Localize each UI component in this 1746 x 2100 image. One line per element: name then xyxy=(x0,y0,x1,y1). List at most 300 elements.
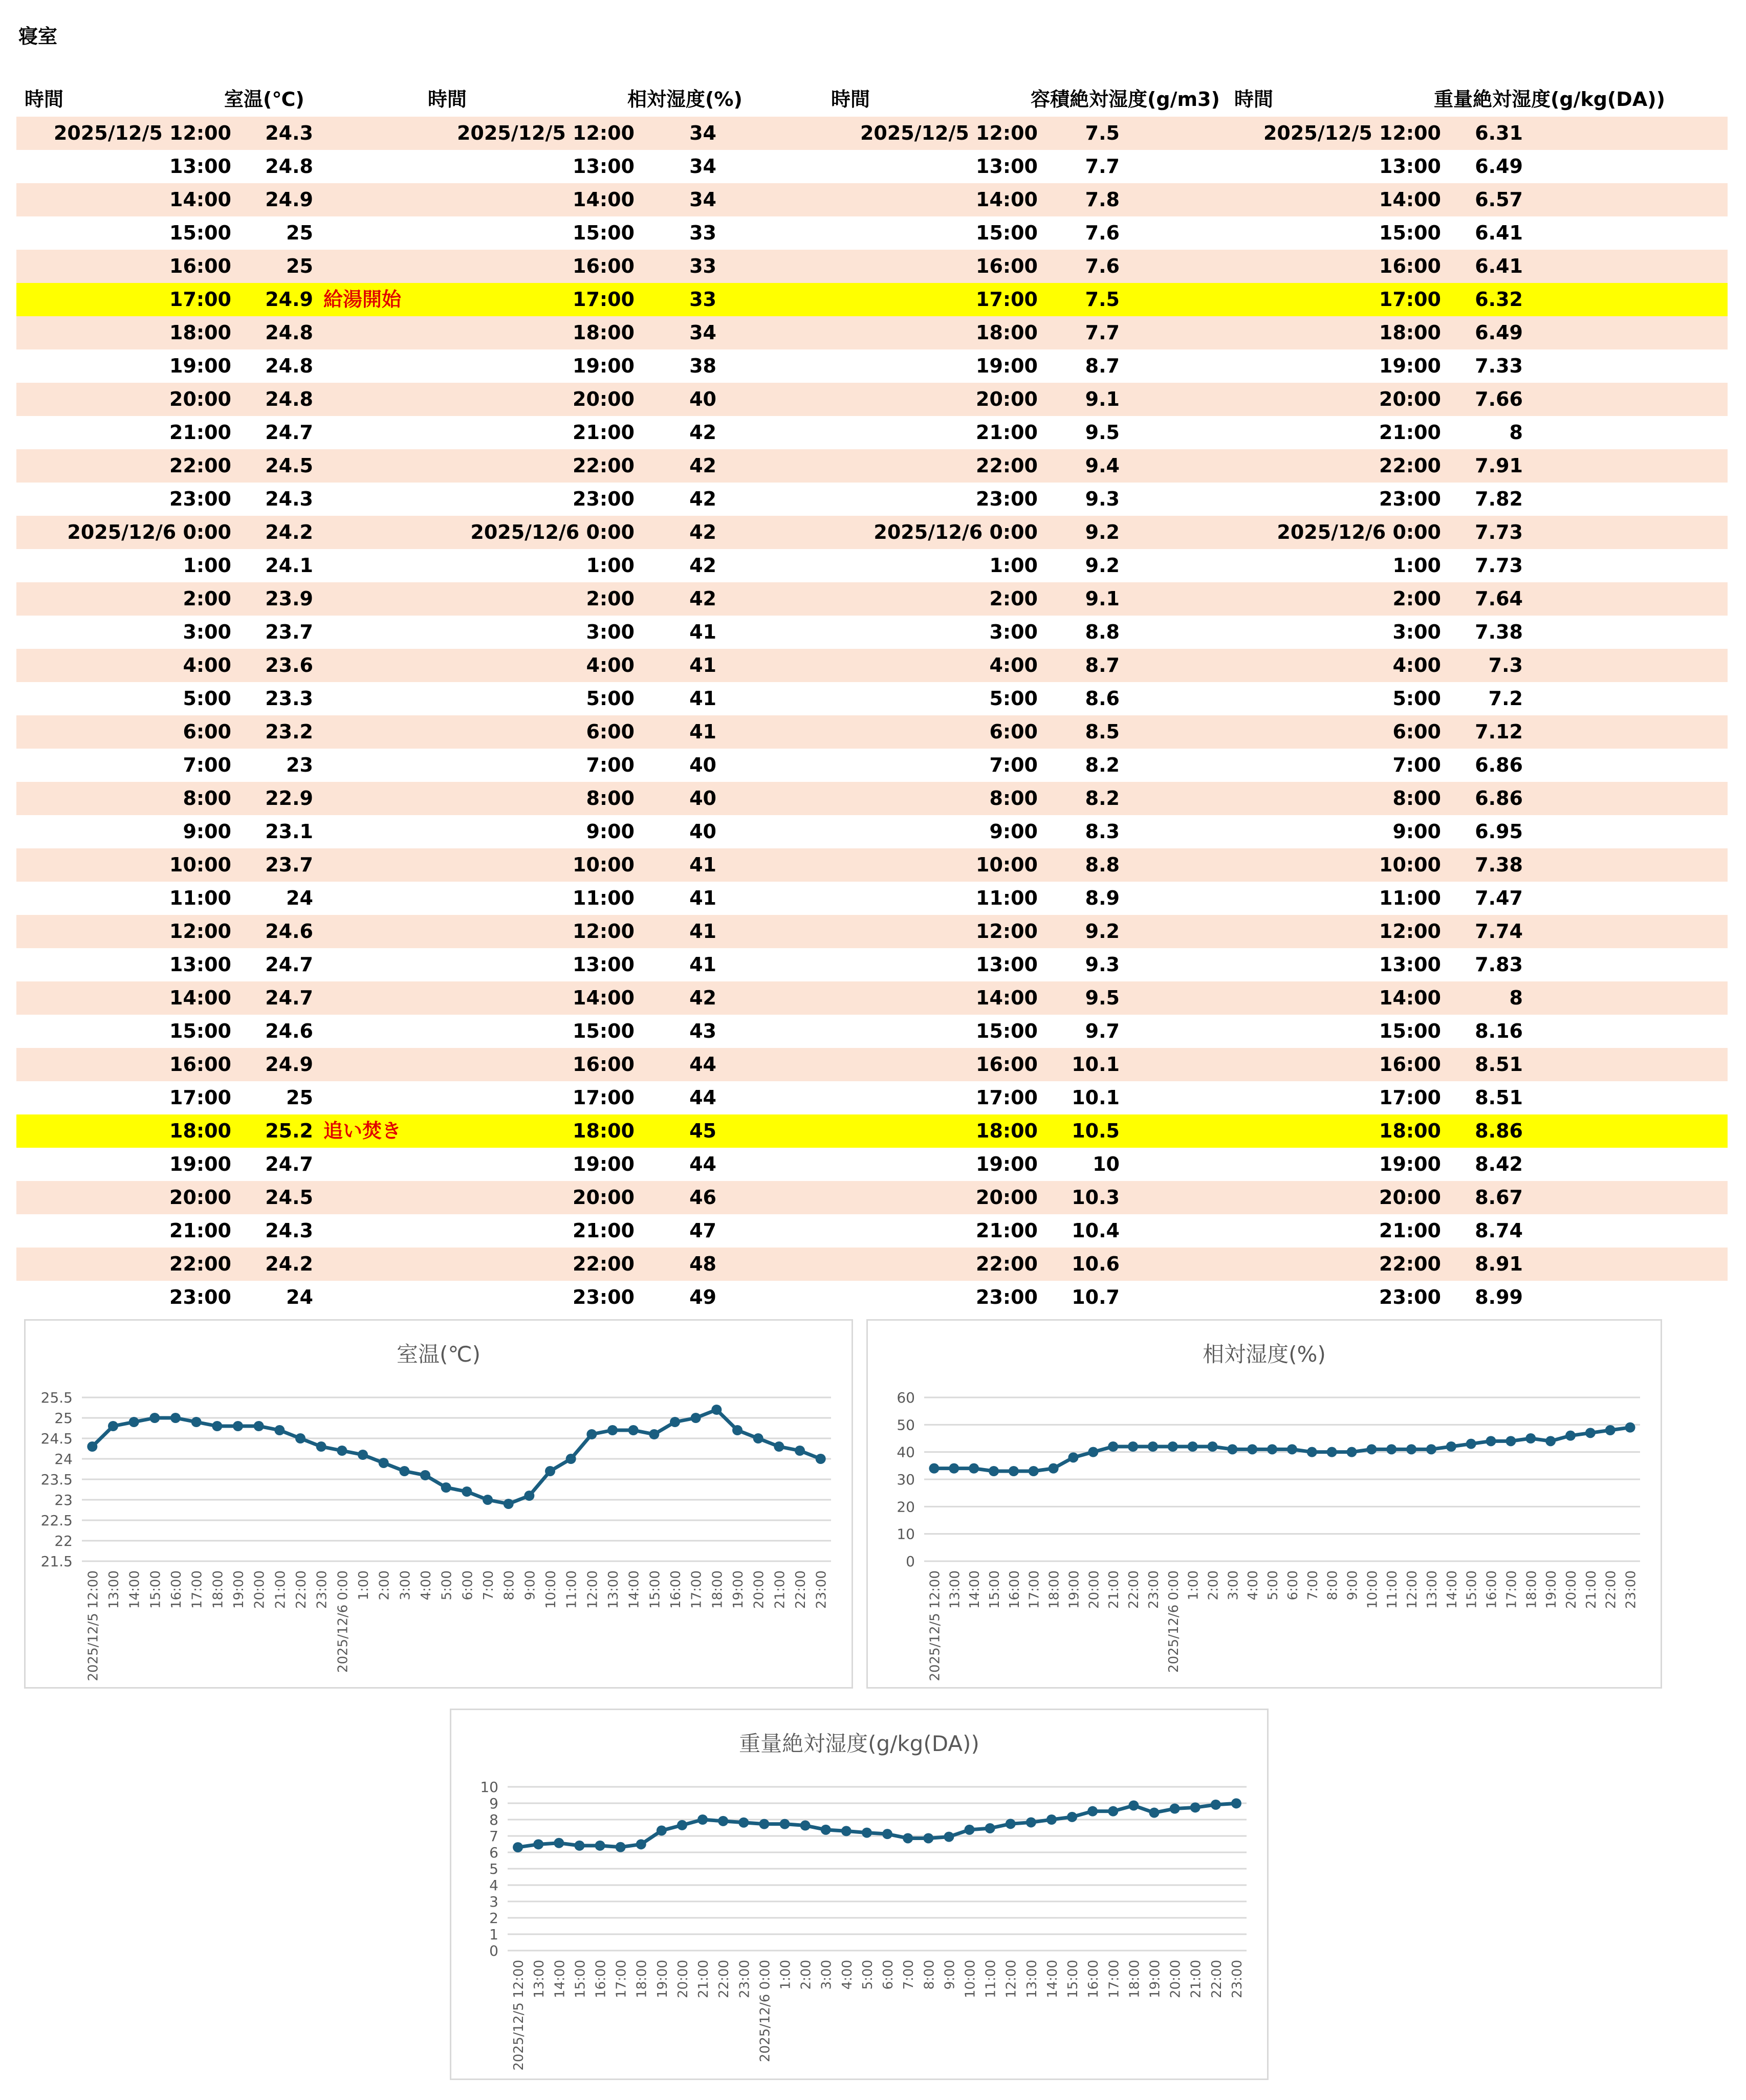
data-point xyxy=(923,1833,933,1843)
time-cell: 8:00 xyxy=(183,787,231,810)
time-cell: 23:00 xyxy=(169,488,231,510)
rh-cell: 41 xyxy=(689,654,716,676)
data-point xyxy=(566,1454,576,1464)
vah-cell: 10.5 xyxy=(1072,1120,1120,1142)
x-tick-label: 16:00 xyxy=(593,1960,609,1998)
wah-cell: 7.3 xyxy=(1488,654,1523,676)
temp-cell: 24.2 xyxy=(265,1253,313,1275)
table-row xyxy=(16,250,1728,283)
temp-cell: 24 xyxy=(286,887,313,909)
chart-title: 室温(℃) xyxy=(397,1342,481,1367)
rh-cell: 45 xyxy=(689,1120,716,1142)
data-point xyxy=(636,1839,646,1849)
x-tick-label: 7:00 xyxy=(901,1960,917,1990)
y-tick-label: 0 xyxy=(906,1553,915,1570)
y-tick-label: 30 xyxy=(897,1471,915,1488)
data-point xyxy=(1009,1466,1019,1476)
header-temp: 室温(℃) xyxy=(224,88,304,111)
table-row xyxy=(16,682,1728,715)
x-tick-label: 3:00 xyxy=(1226,1570,1241,1601)
y-tick-label: 0 xyxy=(489,1942,498,1959)
time-cell: 18:00 xyxy=(573,321,635,344)
wah-cell: 7.64 xyxy=(1475,587,1523,610)
y-tick-label: 25 xyxy=(54,1410,73,1427)
x-tick-label: 14:00 xyxy=(1044,1960,1060,1998)
x-tick-label: 20:00 xyxy=(1563,1570,1579,1609)
x-tick-label: 21:00 xyxy=(1188,1960,1204,1998)
data-point xyxy=(795,1446,805,1456)
time-cell: 17:00 xyxy=(976,1086,1038,1109)
vah-cell: 10.1 xyxy=(1072,1053,1120,1076)
x-tick-label: 23:00 xyxy=(1146,1570,1162,1609)
time-cell: 13:00 xyxy=(976,155,1038,178)
data-point xyxy=(1170,1804,1180,1814)
rh-cell: 33 xyxy=(689,288,716,311)
data-point xyxy=(882,1829,892,1839)
y-tick-label: 1 xyxy=(489,1926,498,1943)
x-tick-label: 19:00 xyxy=(231,1570,247,1609)
time-cell: 19:00 xyxy=(1379,1153,1441,1175)
time-cell: 2025/12/6 0:00 xyxy=(874,521,1038,543)
temp-cell: 24.5 xyxy=(265,454,313,477)
data-point xyxy=(944,1832,954,1842)
data-point xyxy=(1466,1439,1476,1449)
data-point xyxy=(1347,1447,1357,1457)
x-tick-label: 1:00 xyxy=(778,1960,794,1990)
rh-cell: 47 xyxy=(689,1219,716,1242)
temp-cell: 23.6 xyxy=(265,654,313,676)
x-tick-label: 14:00 xyxy=(552,1960,568,1998)
data-point xyxy=(1545,1436,1556,1446)
data-point xyxy=(212,1421,222,1431)
data-point xyxy=(337,1446,347,1456)
x-tick-label: 2025/12/5 12:00 xyxy=(85,1570,101,1681)
x-tick-label: 6:00 xyxy=(881,1960,897,1990)
time-cell: 23:00 xyxy=(1379,488,1441,510)
y-tick-label: 23 xyxy=(54,1492,73,1508)
x-tick-label: 21:00 xyxy=(1106,1570,1122,1609)
temp-cell: 23.7 xyxy=(265,621,313,643)
time-cell: 22:00 xyxy=(573,454,635,477)
x-tick-label: 20:00 xyxy=(252,1570,268,1609)
y-tick-label: 22 xyxy=(54,1533,73,1549)
data-point xyxy=(1128,1441,1138,1452)
y-tick-label: 10 xyxy=(480,1779,498,1796)
x-tick-label: 15:00 xyxy=(573,1960,588,1998)
time-cell: 17:00 xyxy=(1379,288,1441,311)
header-time-1: 時間 xyxy=(25,88,64,111)
x-tick-label: 22:00 xyxy=(716,1960,732,1998)
data-point xyxy=(1088,1447,1098,1457)
x-tick-label: 4:00 xyxy=(419,1570,434,1601)
x-tick-label: 16:00 xyxy=(1007,1570,1022,1609)
y-tick-label: 25.5 xyxy=(40,1389,73,1406)
temp-cell: 23.2 xyxy=(265,720,313,743)
header-vah: 容積絶対湿度(g/m3) xyxy=(1031,88,1220,111)
temp-cell: 24.7 xyxy=(265,421,313,444)
x-tick-label: 18:00 xyxy=(1127,1960,1143,1998)
x-tick-label: 7:00 xyxy=(1305,1570,1321,1601)
time-cell: 7:00 xyxy=(1392,754,1441,776)
data-point xyxy=(1068,1452,1078,1462)
time-cell: 15:00 xyxy=(1379,1020,1441,1042)
temp-cell: 24.6 xyxy=(265,1020,313,1042)
y-tick-label: 9 xyxy=(489,1795,498,1812)
data-point xyxy=(985,1823,995,1833)
wah-cell: 7.47 xyxy=(1475,887,1523,909)
vah-cell: 10.3 xyxy=(1072,1186,1120,1209)
data-point xyxy=(691,1413,701,1423)
wah-cell: 6.57 xyxy=(1475,188,1523,211)
data-point xyxy=(989,1466,999,1476)
x-tick-label: 17:00 xyxy=(1106,1960,1122,1998)
table-row xyxy=(16,1015,1728,1048)
x-tick-label: 23:00 xyxy=(314,1570,330,1609)
x-tick-label: 18:00 xyxy=(1524,1570,1540,1609)
x-tick-label: 20:00 xyxy=(675,1960,691,1998)
time-cell: 17:00 xyxy=(573,1086,635,1109)
data-point xyxy=(1067,1812,1077,1822)
x-tick-label: 17:00 xyxy=(1504,1570,1520,1609)
data-point xyxy=(607,1425,618,1435)
y-tick-label: 20 xyxy=(897,1498,915,1516)
time-cell: 20:00 xyxy=(169,388,231,410)
time-cell: 8:00 xyxy=(586,787,635,810)
data-point xyxy=(1327,1447,1337,1457)
rh-cell: 42 xyxy=(689,421,716,444)
time-cell: 10:00 xyxy=(1379,854,1441,876)
temp-cell: 24.6 xyxy=(265,920,313,943)
rh-cell: 42 xyxy=(689,488,716,510)
table-row xyxy=(16,1048,1728,1081)
data-point xyxy=(670,1417,680,1427)
table-row xyxy=(16,183,1728,216)
time-cell: 22:00 xyxy=(1379,454,1441,477)
data-point xyxy=(462,1486,472,1497)
rh-cell: 46 xyxy=(689,1186,716,1209)
x-tick-label: 11:00 xyxy=(1385,1570,1401,1609)
vah-cell: 8.7 xyxy=(1085,654,1120,676)
data-point xyxy=(753,1433,763,1443)
rh-cell: 49 xyxy=(689,1286,716,1308)
wah-cell: 7.82 xyxy=(1475,488,1523,510)
time-cell: 13:00 xyxy=(573,155,635,178)
time-cell: 19:00 xyxy=(169,1153,231,1175)
time-cell: 21:00 xyxy=(573,421,635,444)
time-cell: 12:00 xyxy=(1379,920,1441,943)
data-point xyxy=(677,1820,687,1830)
time-cell: 6:00 xyxy=(586,720,635,743)
time-cell: 6:00 xyxy=(1392,720,1441,743)
x-tick-label: 8:00 xyxy=(1325,1570,1341,1601)
wah-cell: 6.86 xyxy=(1475,754,1523,776)
data-point xyxy=(87,1441,97,1452)
x-tick-label: 14:00 xyxy=(626,1570,642,1609)
x-tick-label: 17:00 xyxy=(614,1960,629,1998)
data-point xyxy=(1585,1428,1596,1438)
data-point xyxy=(738,1818,749,1828)
time-cell: 17:00 xyxy=(976,288,1038,311)
x-tick-label: 18:00 xyxy=(210,1570,226,1609)
data-point xyxy=(711,1405,722,1415)
x-tick-label: 13:00 xyxy=(1024,1960,1040,1998)
x-tick-label: 22:00 xyxy=(1126,1570,1142,1609)
data-point xyxy=(1227,1444,1237,1454)
x-tick-label: 18:00 xyxy=(710,1570,726,1609)
data-point xyxy=(1505,1436,1516,1446)
x-tick-label: 19:00 xyxy=(654,1960,670,1998)
x-tick-label: 20:00 xyxy=(1086,1570,1102,1609)
time-cell: 10:00 xyxy=(573,854,635,876)
time-cell: 5:00 xyxy=(989,687,1038,710)
time-cell: 17:00 xyxy=(169,288,231,311)
x-tick-label: 16:00 xyxy=(1484,1570,1500,1609)
time-cell: 2:00 xyxy=(989,587,1038,610)
table-row xyxy=(16,782,1728,815)
x-tick-label: 16:00 xyxy=(1086,1960,1102,1998)
time-cell: 4:00 xyxy=(989,654,1038,676)
vah-cell: 9.2 xyxy=(1085,920,1120,943)
time-cell: 7:00 xyxy=(989,754,1038,776)
table-row xyxy=(16,1214,1728,1248)
temp-cell: 24.5 xyxy=(265,1186,313,1209)
time-cell: 21:00 xyxy=(1379,1219,1441,1242)
x-tick-label: 2:00 xyxy=(798,1960,814,1990)
table-row xyxy=(16,882,1728,915)
time-cell: 18:00 xyxy=(976,1120,1038,1142)
data-point xyxy=(1307,1447,1317,1457)
time-cell: 20:00 xyxy=(976,388,1038,410)
x-tick-label: 5:00 xyxy=(1265,1570,1281,1601)
data-point xyxy=(1149,1808,1160,1818)
temp-cell: 24.1 xyxy=(265,554,313,577)
vah-cell: 8.2 xyxy=(1085,787,1120,810)
x-tick-label: 9:00 xyxy=(522,1570,538,1601)
data-point xyxy=(1046,1814,1057,1825)
data-point xyxy=(628,1425,639,1435)
x-tick-label: 22:00 xyxy=(294,1570,309,1609)
header-time-3: 時間 xyxy=(831,88,870,111)
chart-title: 重量絶対湿度(g/kg(DA)) xyxy=(739,1731,979,1756)
x-tick-label: 6:00 xyxy=(460,1570,476,1601)
y-tick-label: 5 xyxy=(489,1861,498,1877)
data-point xyxy=(1108,1806,1118,1817)
data-point xyxy=(1188,1441,1198,1452)
wah-cell: 7.38 xyxy=(1475,854,1523,876)
data-point xyxy=(358,1450,368,1460)
wah-cell: 7.73 xyxy=(1475,521,1523,543)
x-tick-label: 13:00 xyxy=(1424,1570,1440,1609)
data-point xyxy=(595,1841,605,1851)
time-cell: 5:00 xyxy=(586,687,635,710)
table-row xyxy=(16,749,1728,782)
vah-cell: 9.3 xyxy=(1085,953,1120,976)
table-row xyxy=(16,1114,1728,1148)
time-cell: 23:00 xyxy=(1379,1286,1441,1308)
temp-cell: 24.7 xyxy=(265,953,313,976)
y-tick-label: 2 xyxy=(489,1910,498,1927)
data-point xyxy=(774,1441,784,1452)
time-cell: 18:00 xyxy=(1379,321,1441,344)
time-cell: 1:00 xyxy=(1392,554,1441,577)
wah-cell: 6.86 xyxy=(1475,787,1523,810)
time-cell: 2:00 xyxy=(1392,587,1441,610)
x-tick-label: 19:00 xyxy=(1066,1570,1082,1609)
time-cell: 13:00 xyxy=(976,953,1038,976)
chart-svg xyxy=(451,1710,1267,2079)
data-point xyxy=(816,1454,826,1464)
temp-cell: 23.3 xyxy=(265,687,313,710)
wah-cell: 7.73 xyxy=(1475,554,1523,577)
time-cell: 9:00 xyxy=(989,820,1038,843)
x-tick-label: 16:00 xyxy=(668,1570,684,1609)
data-point xyxy=(1287,1444,1297,1454)
data-point xyxy=(800,1821,811,1831)
x-tick-label: 22:00 xyxy=(1209,1960,1225,1998)
header-time-2: 時間 xyxy=(428,88,467,111)
rh-cell: 44 xyxy=(689,1153,716,1175)
chart-weight-absolute-humidity xyxy=(450,1709,1269,2080)
series-line xyxy=(92,1410,820,1504)
table-row xyxy=(16,449,1728,483)
temp-cell: 24.7 xyxy=(265,1153,313,1175)
table-row xyxy=(16,349,1728,383)
x-tick-label: 17:00 xyxy=(1027,1570,1042,1609)
wah-cell: 7.66 xyxy=(1475,388,1523,410)
data-point xyxy=(149,1413,160,1423)
time-cell: 14:00 xyxy=(169,188,231,211)
temp-cell: 23.7 xyxy=(265,854,313,876)
x-tick-label: 1:00 xyxy=(356,1570,372,1601)
time-cell: 22:00 xyxy=(1379,1253,1441,1275)
rh-cell: 41 xyxy=(689,887,716,909)
x-tick-label: 12:00 xyxy=(585,1570,601,1609)
time-cell: 23:00 xyxy=(169,1286,231,1308)
time-cell: 18:00 xyxy=(169,1120,231,1142)
table-row xyxy=(16,549,1728,582)
temp-cell: 24.9 xyxy=(265,188,313,211)
y-tick-label: 23.5 xyxy=(40,1471,73,1488)
rh-cell: 41 xyxy=(689,687,716,710)
x-tick-label: 21:00 xyxy=(772,1570,788,1609)
time-cell: 3:00 xyxy=(183,621,231,643)
x-tick-label: 5:00 xyxy=(439,1570,455,1601)
x-tick-label: 16:00 xyxy=(169,1570,184,1609)
x-tick-label: 15:00 xyxy=(647,1570,663,1609)
time-cell: 19:00 xyxy=(573,1153,635,1175)
time-cell: 23:00 xyxy=(976,488,1038,510)
temp-cell: 25 xyxy=(286,255,313,277)
time-cell: 16:00 xyxy=(169,255,231,277)
table-row xyxy=(16,915,1728,948)
x-tick-label: 20:00 xyxy=(1168,1960,1184,1998)
time-cell: 16:00 xyxy=(1379,1053,1441,1076)
data-point xyxy=(1026,1817,1036,1827)
x-tick-label: 4:00 xyxy=(839,1960,855,1990)
time-cell: 16:00 xyxy=(573,255,635,277)
x-tick-label: 9:00 xyxy=(942,1960,958,1990)
data-point xyxy=(1231,1798,1241,1808)
data-point xyxy=(969,1463,979,1474)
temp-cell: 25 xyxy=(286,1086,313,1109)
vah-cell: 8.2 xyxy=(1085,754,1120,776)
x-tick-label: 23:00 xyxy=(737,1960,753,1998)
vah-cell: 8.5 xyxy=(1085,720,1120,743)
time-cell: 21:00 xyxy=(169,1219,231,1242)
time-cell: 1:00 xyxy=(586,554,635,577)
x-tick-label: 10:00 xyxy=(543,1570,559,1609)
wah-cell: 8.42 xyxy=(1475,1153,1523,1175)
time-cell: 17:00 xyxy=(169,1086,231,1109)
time-cell: 19:00 xyxy=(1379,355,1441,377)
vah-cell: 10.6 xyxy=(1072,1253,1120,1275)
temp-cell: 24.3 xyxy=(265,488,313,510)
data-point xyxy=(441,1482,451,1493)
data-point xyxy=(1486,1436,1496,1446)
data-point xyxy=(1108,1441,1118,1452)
time-cell: 14:00 xyxy=(169,987,231,1009)
time-cell: 23:00 xyxy=(573,488,635,510)
data-point xyxy=(379,1458,389,1468)
wah-cell: 8.67 xyxy=(1475,1186,1523,1209)
time-cell: 21:00 xyxy=(976,421,1038,444)
table-row xyxy=(16,416,1728,449)
data-point xyxy=(545,1466,555,1476)
time-cell: 7:00 xyxy=(586,754,635,776)
x-tick-label: 18:00 xyxy=(634,1960,650,1998)
time-cell: 10:00 xyxy=(169,854,231,876)
y-tick-label: 3 xyxy=(489,1893,498,1910)
wah-cell: 8.74 xyxy=(1475,1219,1523,1242)
table-row xyxy=(16,316,1728,349)
data-point xyxy=(316,1441,326,1452)
wah-cell: 8.99 xyxy=(1475,1286,1523,1308)
table-row xyxy=(16,715,1728,749)
data-point xyxy=(1207,1441,1217,1452)
x-tick-label: 13:00 xyxy=(606,1570,621,1609)
time-cell: 19:00 xyxy=(976,355,1038,377)
vah-cell: 9.2 xyxy=(1085,554,1120,577)
time-cell: 3:00 xyxy=(586,621,635,643)
y-tick-label: 10 xyxy=(897,1525,915,1543)
chart-title: 相対湿度(%) xyxy=(1203,1342,1326,1367)
data-point xyxy=(574,1841,584,1851)
time-cell: 14:00 xyxy=(976,987,1038,1009)
temp-cell: 24.3 xyxy=(265,122,313,144)
wah-cell: 6.49 xyxy=(1475,155,1523,178)
data-point xyxy=(1190,1802,1201,1812)
time-cell: 14:00 xyxy=(573,987,635,1009)
x-tick-label: 22:00 xyxy=(793,1570,809,1609)
data-point xyxy=(233,1421,243,1431)
x-tick-label: 23:00 xyxy=(814,1570,830,1609)
header-time-4: 時間 xyxy=(1234,88,1274,111)
vah-cell: 7.5 xyxy=(1085,288,1120,311)
data-point xyxy=(732,1425,743,1435)
temp-cell: 23 xyxy=(286,754,313,776)
wah-cell: 6.31 xyxy=(1475,122,1523,144)
sheet-title: 寝室 xyxy=(18,25,58,48)
vah-cell: 8.8 xyxy=(1085,854,1120,876)
data-point xyxy=(1087,1806,1098,1817)
table-row xyxy=(16,1081,1728,1114)
data-point xyxy=(483,1495,493,1505)
time-cell: 8:00 xyxy=(989,787,1038,810)
time-cell: 12:00 xyxy=(976,920,1038,943)
time-cell: 2025/12/6 0:00 xyxy=(470,521,635,543)
data-point xyxy=(1128,1800,1139,1810)
data-point xyxy=(862,1828,872,1838)
